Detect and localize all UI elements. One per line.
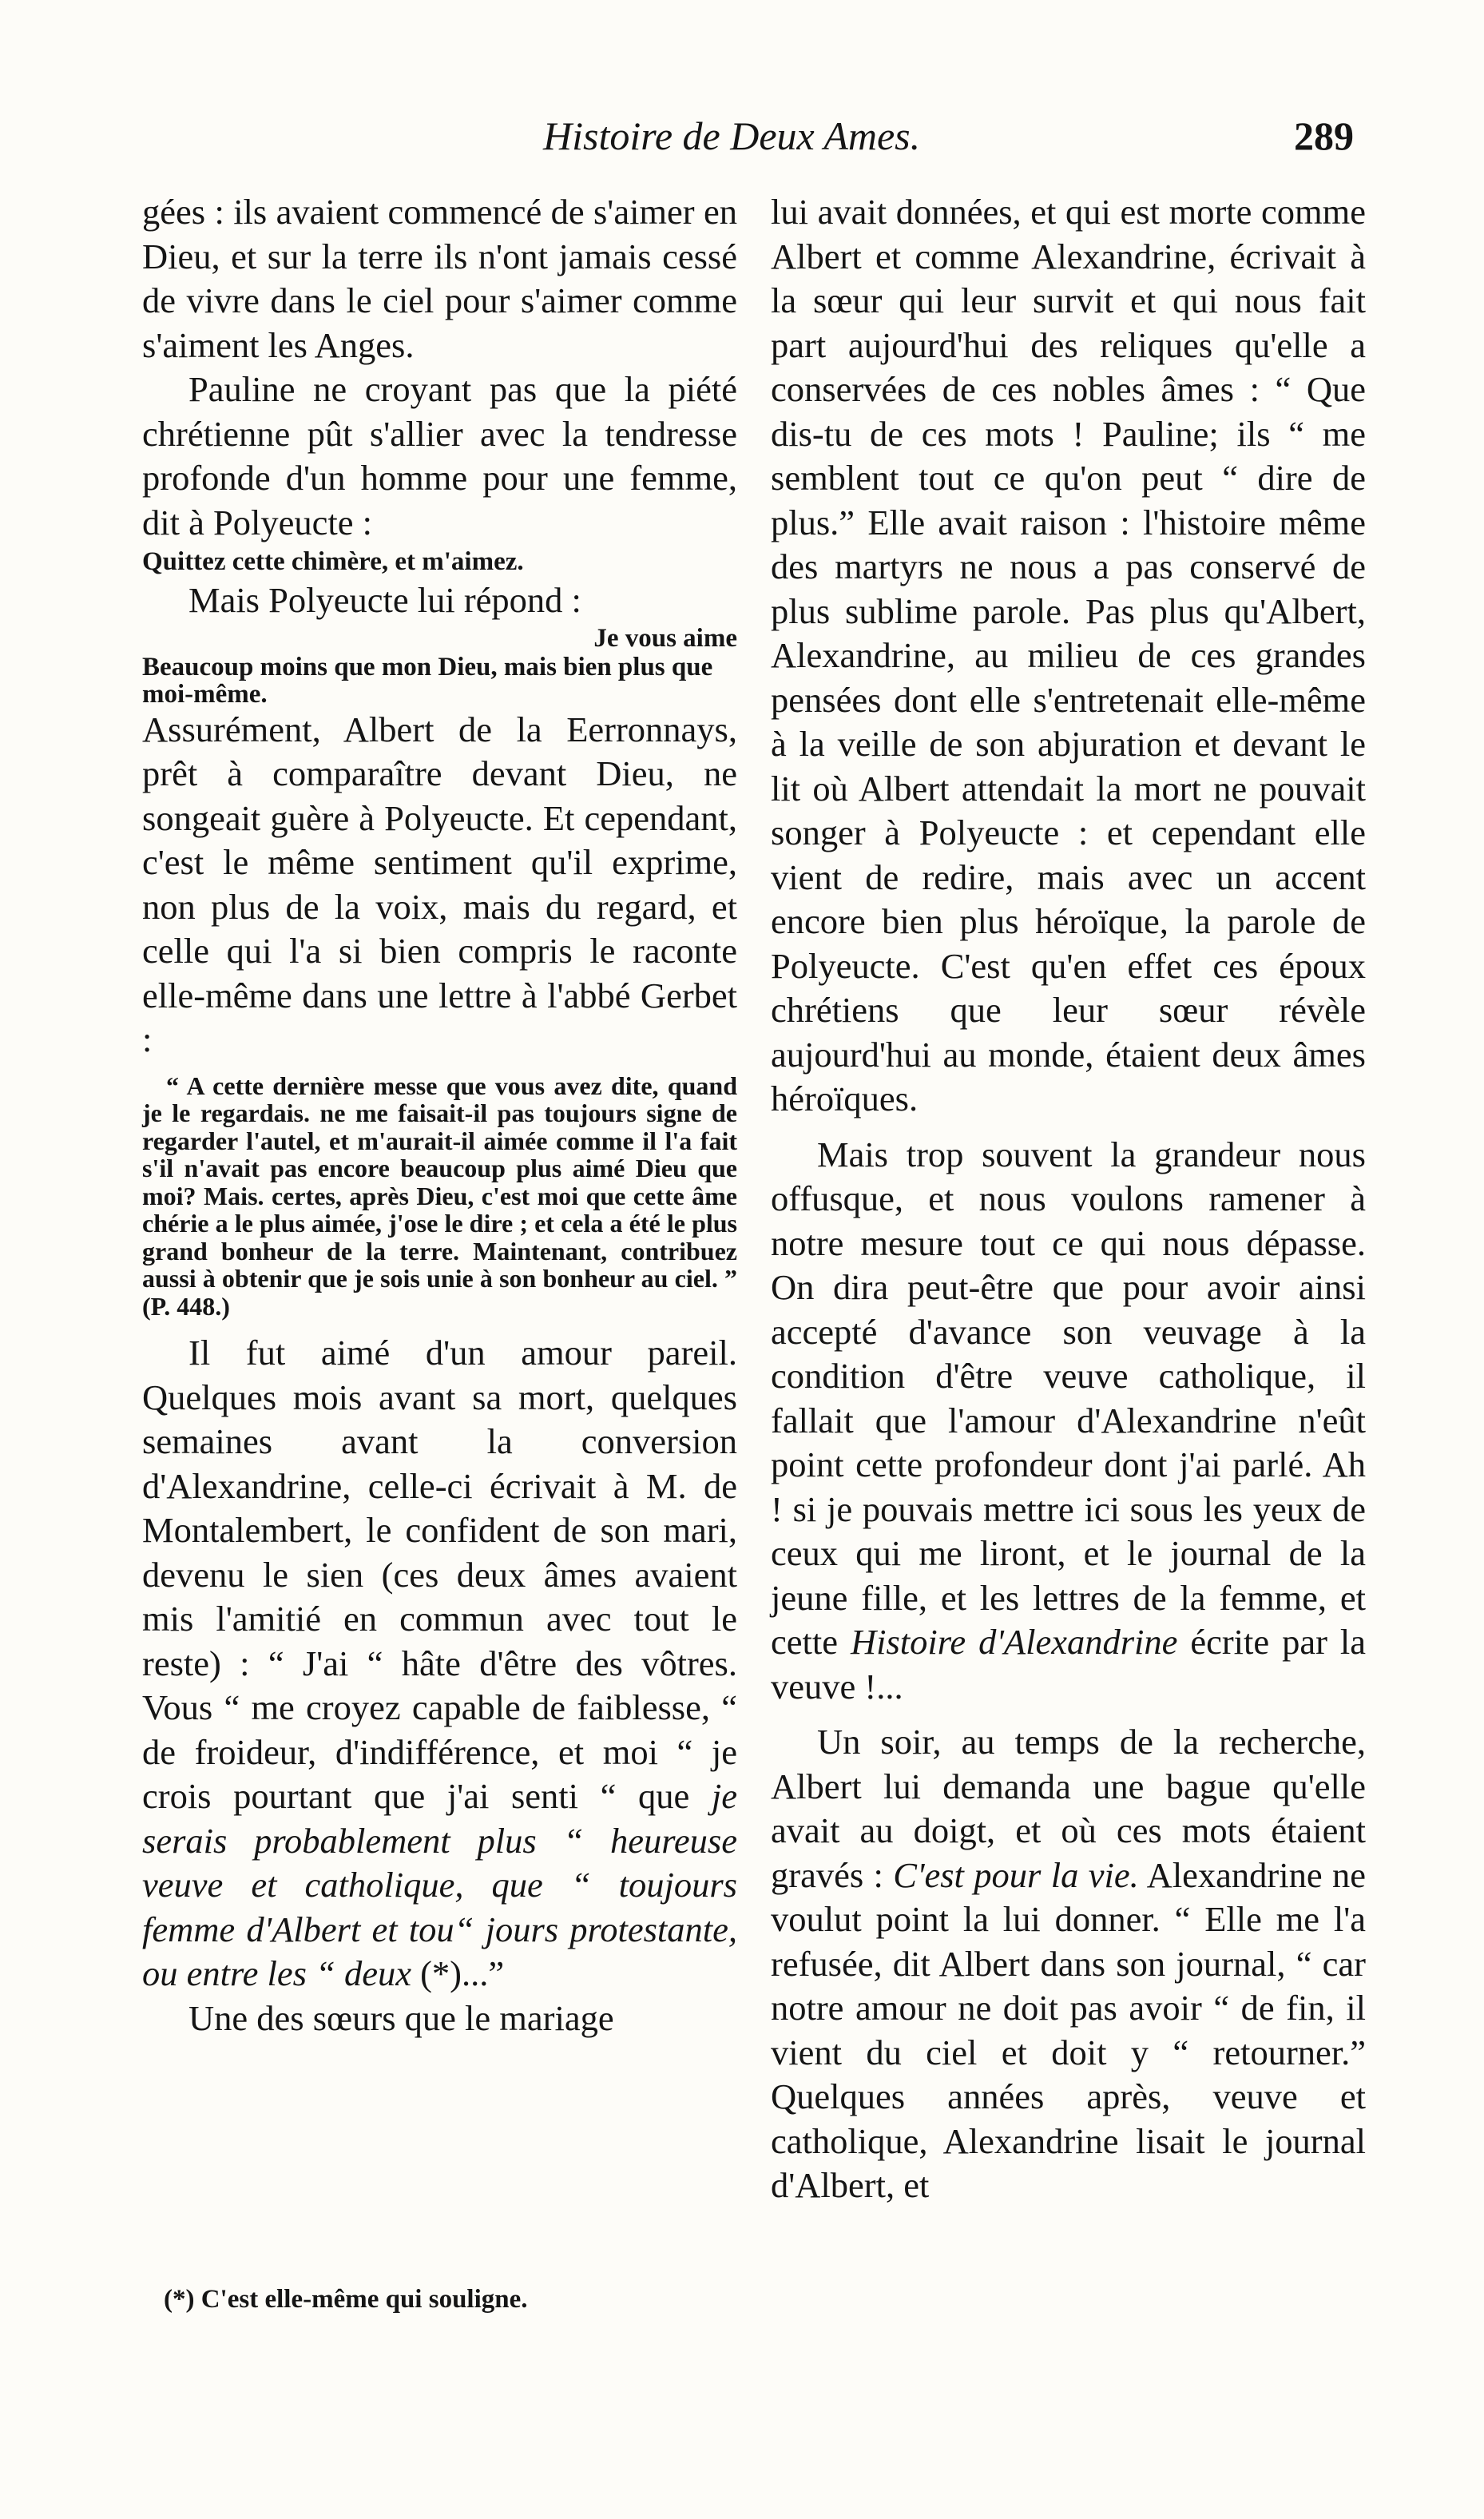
paragraph <box>771 1133 1366 1710</box>
paragraph <box>142 1331 737 1997</box>
footnote: (*) C'est elle-même qui souligne. <box>164 2285 528 2314</box>
paragraph: lui avait données, et qui est morte comme Albert et comme Alexandrine, écrivait à la sœur qui leur survit et qui nous fait part aujourd'hui des reliques qu'elle a conservées de ces nobles âmes : “ Que dis-tu de ces mots ! Pauline; ils “ me semblent tout ce qu'on peut “ dire de plus.” Elle avait raison : l'histoire même des martyrs ne nous a pas conservé de plus sublime parole. Pas plus qu'Albert, Alexandrine, au milieu de ces grandes pensées dont elle s'entretenait elle-même à la veille de son abjuration et devant le lit où Albert attendait la mort ne pouvait songer à Polyeucte : et cependant elle vient de redire, mais avec un accent encore bien plus héroïque, la parole de Polyeucte. C'est qu'en effet ces époux chrétiens que leur sœur révèle aujourd'hui au monde, étaient deux âmes héroïques. <box>771 192 1366 1118</box>
italic-run: C'est pour la vie. <box>893 1854 1139 1895</box>
text-run: Un soir, au temps de la recherche, Albert lui demanda une bague qu'elle avait au doigt, et où ces mots étaient gravés : <box>771 1722 1366 1895</box>
verse-quote-line: Je vous aime <box>593 623 737 653</box>
running-head <box>0 112 1484 168</box>
paragraph: Pauline ne croyant pas que la piété chrétienne pût s'allier avec la tendresse profonde d'un homme pour une femme, dit à Polyeucte : <box>142 369 737 542</box>
text-run: écrite par la veuve !... <box>771 1622 1367 1706</box>
text-run: Alexandrine ne voulut point la lui donner. “ Elle me l'a refusée, dit Albert dans son journal, “ car notre amour ne doit pas avoir “ de fin, il vient du ciel et doit y “ retourner.” Quelques années après, veuve et catholique, Alexandrine lisait le journal d'Albert, et <box>771 1854 1366 2205</box>
verse-quote: Quittez cette chimère, et m'aimez. <box>142 547 524 576</box>
left-column <box>142 190 737 2040</box>
paragraph: Mais Polyeucte lui répond : <box>188 580 581 620</box>
italic-run: je serais probablement plus “ heureuse veuve et catholique, que “ toujours femme d'Albert et tou“ jours protestante, ou entre les “ deux <box>142 1776 737 1993</box>
paragraph <box>771 1720 1366 2208</box>
running-title: Histoire de Deux Ames. <box>543 113 921 158</box>
verse-quote-line: Beaucoup moins que mon Dieu, mais bien plus que moi-même. <box>142 652 713 709</box>
paragraph: gées : ils avaient commencé de s'aimer en Dieu, et sur la terre ils n'ont jamais cessé de vivre dans le ciel pour s'aimer comme s'aiment les Anges. <box>142 192 737 365</box>
right-column <box>771 190 1366 2208</box>
italic-run: Histoire d'Alexandrine <box>850 1622 1178 1662</box>
text-run: (*)...” <box>411 1953 505 1993</box>
letter-quote: “ A cette dernière messe que vous avez dite, quand je le regardais. ne me faisait-il pas toujours signe de regarder l'autel, et m'aurait-il aimée comme il l'a fait s'il n'avait pas encore beaucoup plus aimé Dieu que moi? Mais. certes, après Dieu, c'est moi que cette âme chérie a le plus aimée, j'ose le dire ; et cela a été le plus grand bonheur de la terre. Maintenant, contribuez aussi à obtenir que je sois unie à son bonheur au ciel. ” (P. 448.) <box>142 1071 737 1321</box>
paragraph: Assurément, Albert de la Eerronnays, prêt à comparaître devant Dieu, ne songeait guère à Polyeucte. Et cependant, c'est le même sentiment qu'il exprime, non plus de la voix, mais du regard, et celle qui l'a si bien compris le raconte elle-même dans une lettre à l'abbé Gerbet : <box>142 709 737 1059</box>
page-number: 289 <box>1294 113 1354 158</box>
text-run: Mais trop souvent la grandeur nous offusque, et nous voulons ramener à notre mesure tout ce qui nous dépasse. On dira peut-être que pour avoir ainsi accepté d'avance son veuvage à la condition d'être veuve catholique, il fallait que l'amour d'Alexandrine n'eût point cette profondeur dont j'ai parlé. Ah ! si je pouvais mettre ici sous les yeux de ceux qui me liront, et le journal de la jeune fille, et les lettres de la femme, et cette <box>771 1134 1366 1662</box>
paragraph: Une des sœurs que le mariage <box>188 1997 614 2038</box>
text-run: Il fut aimé d'un amour pareil. Quelques mois avant sa mort, quelques semaines avant la conversion d'Alexandrine, celle-ci écrivait à M. de Montalembert, le confident de son mari, devenu le sien (ces deux âmes avaient mis l'amitié en commun avec tout le reste) : “ J'ai “ hâte d'être des vôtres. Vous “ me croyez capable de faiblesse, “ de froideur, d'indifférence, et moi “ je crois pourtant que j'ai senti “ que <box>142 1333 737 1816</box>
